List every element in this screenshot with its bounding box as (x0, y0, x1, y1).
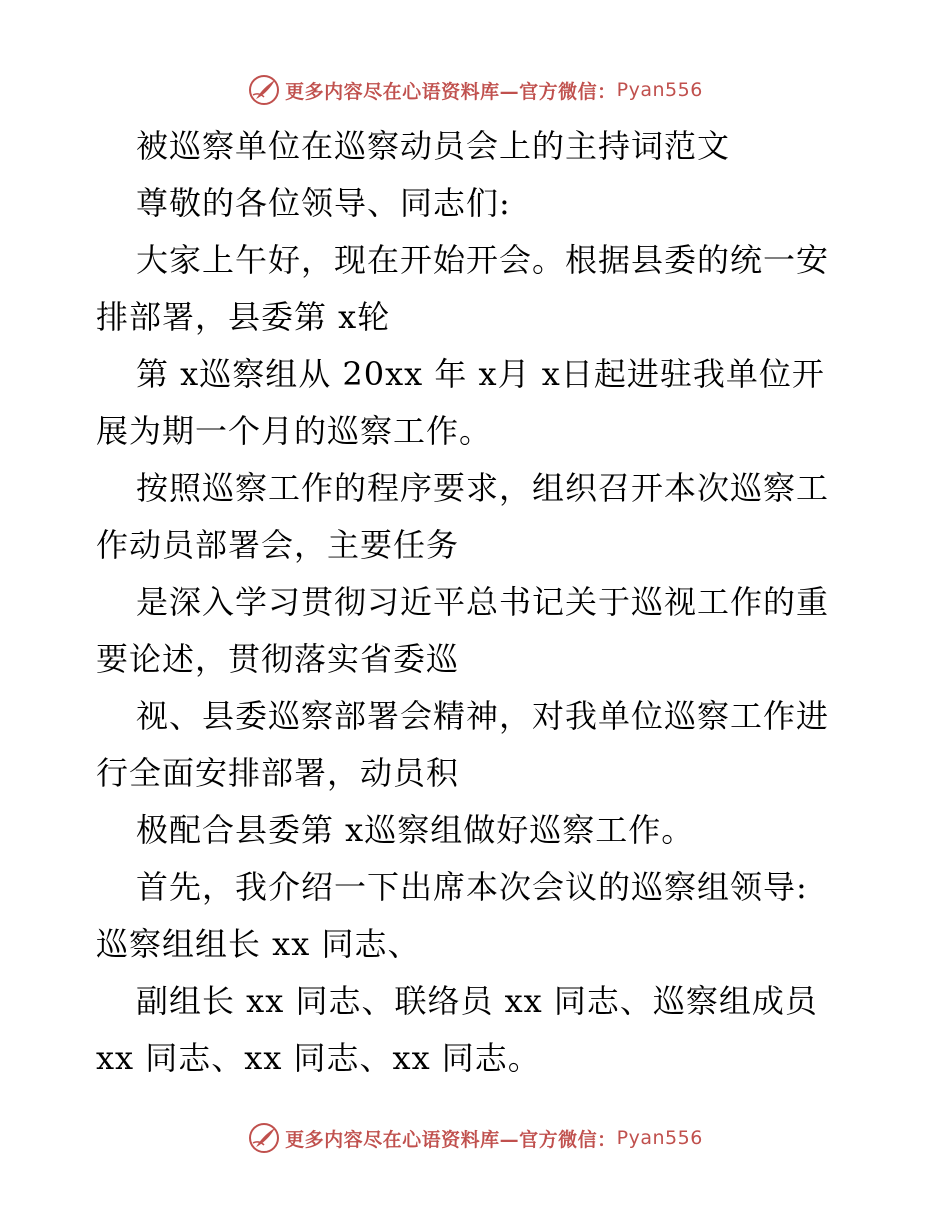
paragraph-line: 巡察组组长 xx 同志、 (96, 925, 421, 963)
paragraph-line: 被巡察单位在巡察动员会上的主持词范文 (136, 127, 731, 165)
watermark-handle: Pyan556 (616, 1127, 703, 1149)
watermark-text: 更多内容尽在心语资料库—官方微信： (285, 1128, 617, 1151)
paragraph-line: 要论述，贯彻落实省委巡 (96, 640, 460, 678)
paragraph-line: 极配合县委第 x巡察组做好巡察工作。 (136, 811, 695, 849)
paragraph-line: 按照巡察工作的程序要求，组织召开本次巡察工 (136, 469, 830, 507)
paragraph-line: 作动员部署会，主要任务 (96, 526, 460, 564)
paragraph-line: 排部署，县委第 x轮 (96, 298, 391, 336)
paragraph-line: 大家上午好，现在开始开会。根据县委的统一安 (136, 241, 830, 279)
footer-watermark (0, 1118, 950, 1158)
paragraph-line: 视、县委巡察部署会精神，对我单位巡察工作进 (136, 697, 830, 735)
watermark-text: 更多内容尽在心语资料库—官方微信： (285, 80, 617, 103)
feather-logo-icon (247, 1121, 281, 1155)
document-body (96, 118, 856, 1087)
header-watermark (0, 70, 950, 110)
paragraph-line: 是深入学习贯彻习近平总书记关于巡视工作的重 (136, 583, 830, 621)
watermark-handle: Pyan556 (616, 79, 703, 101)
paragraph-line: 副组长 xx 同志、联络员 xx 同志、巡察组成员 (136, 982, 818, 1020)
paragraph-line: 展为期一个月的巡察工作。 (96, 412, 493, 450)
feather-logo-icon (247, 73, 281, 107)
paragraph-line: 尊敬的各位领导、同志们: (136, 184, 511, 222)
paragraph-line: 行全面安排部署，动员积 (96, 754, 460, 792)
paragraph-line: xx 同志、xx 同志、xx 同志。 (96, 1039, 541, 1077)
paragraph-line: 第 x巡察组从 20xx 年 x月 x日起进驻我单位开 (136, 355, 825, 393)
paragraph-line: 首先，我介绍一下出席本次会议的巡察组领导: (136, 868, 808, 906)
